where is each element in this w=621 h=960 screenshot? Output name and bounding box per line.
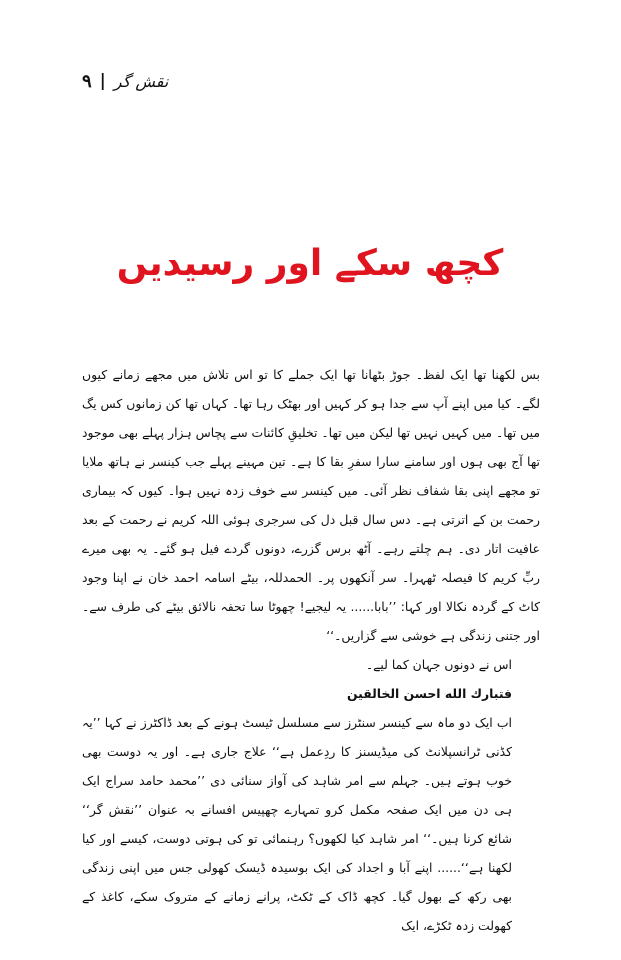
magazine-name: نقش گر xyxy=(113,71,169,91)
header-separator: | xyxy=(99,71,106,91)
page-header xyxy=(82,66,232,96)
paragraph-3: اب ایک دو ماہ سے کینسر سنٹرز سے مسلسل ٹیسٹ ہونے کے بعد ڈاکٹرز نے کہا ’’یہ کڈنی ٹرانسپلانٹ کی میڈیسنز کا ردِعمل ہے‘‘ علاج جاری ہے۔ اور یہ دوست بھی خوب ہوتے ہیں۔ جہلم سے امر شاہد کی آواز سنائی دی ’’محمد حامد سراج ایک ہی دن میں ایک صفحہ مکمل کرو تمہارے چھپیس افسانے بہ عنوان ’’نقش گر‘‘ شائع کرنا ہیں۔‘‘ امر شاہد کیا لکھوں؟ رہنمائی تو کی ہوتی دوست، کیسے اور کیا لکھنا ہے‘‘...... اپنے آبا و اجداد کی ایک بوسیدہ ڈیسک کھولی جس میں اپنی زندگی بھی رکھ کے بھول گیا۔ کچھ ڈاک کے ٹکٹ، پرانے زمانے کے متروک سکے، کاغذ کے کھولت زدہ ٹکڑے، ایک xyxy=(82,715,512,933)
arabic-verse: فتبارك الله احسن الخالقين xyxy=(347,686,512,701)
paragraph-1: بس لکھنا تھا ایک لفظ۔ جوڑ بٹھانا تھا ایک جملے کا تو اس تلاش میں مجھے زمانے کیوں لگے۔ کیا میں اپنے آپ سے جدا ہو کر کہیں اور بھٹک رہا تھا۔ کہاں تھا کن زمانوں کس یگ میں تھا۔ میں کہیں نہیں تھا لیکن میں تھا۔ تخلیقِ کائنات سے پچاس ہزار پہلے بھی موجود تھا آج بھی ہوں اور سامنے سارا سفرِ بقا کا ہے۔ تین مہینے پہلے جب کینسر نے ہاتھ ملایا تو مجھے اپنی بقا شفاف نظر آئی۔ میں کینسر سے خوف زدہ نہیں ہوا۔ کیوں کہ بیماری رحمت بن کے اترتی ہے۔ دس سال قبل دل کی سرجری ہوئی اللہ کریم نے رحمت کے بعد عافیت اتار دی۔ ہم چلتے رہے۔ آٹھ برس گزرے، دونوں گردے فیل ہو گئے۔ یہ بھی میرے ربِّ کریم کا فیصلہ ٹھہرا۔ سر آنکھوں پر۔ الحمدللہ، بیٹے اسامہ احمد خان نے اپنا وجود کاٹ کے گردہ نکالا اور کہا: ’’بابا...... یہ لیجیے! چھوٹا سا تحفہ نالائق بیٹے کی طرف سے۔ اور جتنی زندگی ہے خوشی سے گزاریں۔‘‘ xyxy=(82,367,540,643)
page-number: ۹ xyxy=(82,70,92,92)
article-body xyxy=(82,360,540,940)
paragraph-2: اس نے دونوں جہان کما لیے۔ xyxy=(365,657,512,672)
article-title: کچھ سکے اور رسیدیں xyxy=(116,243,504,284)
